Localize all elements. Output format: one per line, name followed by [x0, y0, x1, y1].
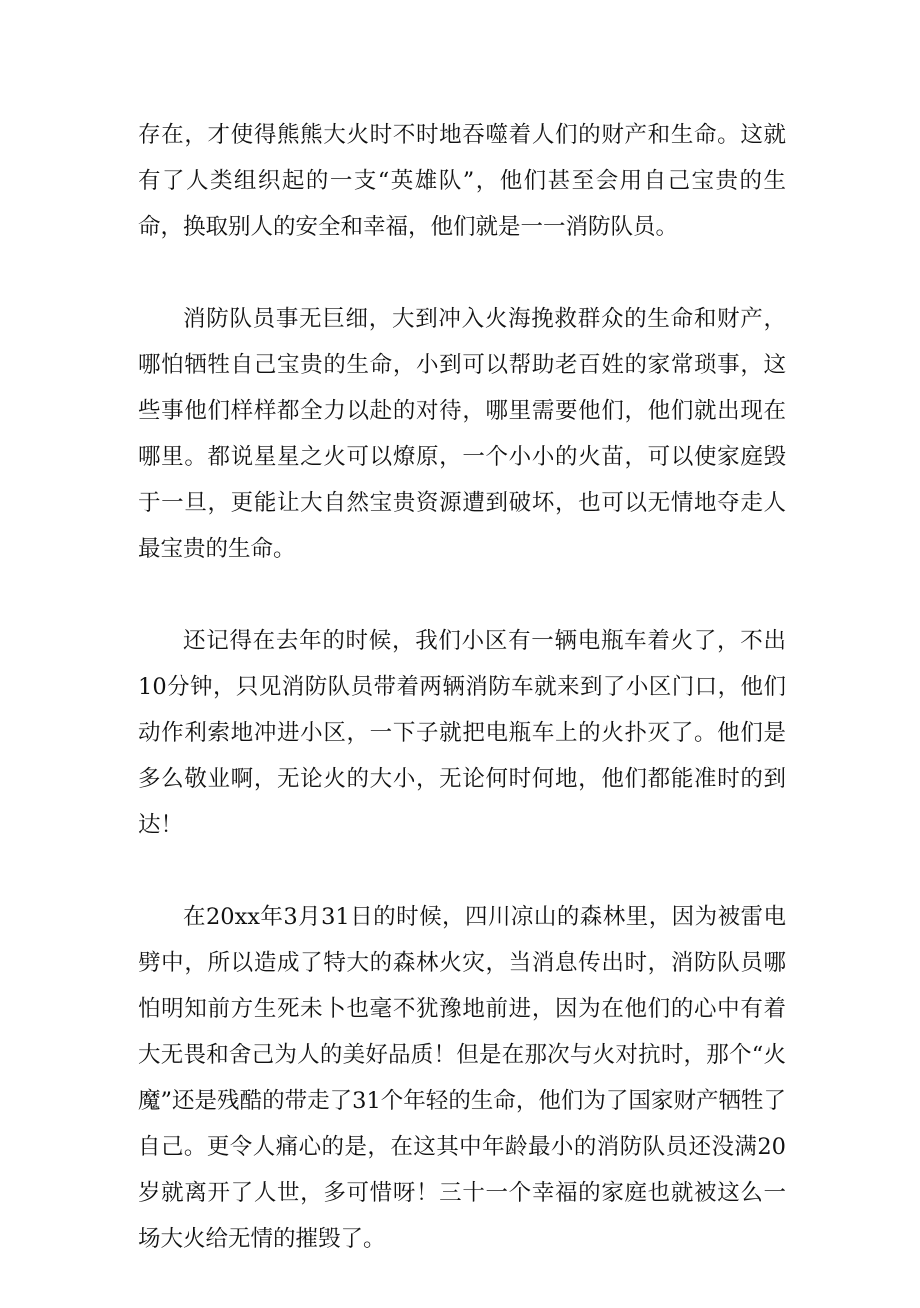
paragraph-continuation: 存在，才使得熊熊大火时不时地吞噬着人们的财产和生命。这就有了人类组织起的一支“英雄队”，他们甚至会用自己宝贵的生命，换取别人的安全和幸福，他们就是一一消防队员。	[138, 122, 786, 240]
paragraph-liangshan-fire: 在20xx年3月31日的时候，四川凉山的森林里，因为被雷电劈中，所以造成了特大的森林火灾，当消息传出时，消防队员哪怕明知前方生死未卜也毫不犹豫地前进，因为在他们的心中有着大无畏和舍己为人的美好品质！但是在那次与火对抗时，那个“火魔”还是残酷的带走了31个年轻的生命，他们为了国家财产牺牲了自己。更令人痛心的是，在这其中年龄最小的消防队员还没满20岁就离开了人世，多可惜呀！三十一个幸福的家庭也就被这么一场大火给无情的摧毁了。	[138, 904, 786, 1252]
document-body	[138, 112, 786, 1308]
paragraph-community-fire: 还记得在去年的时候，我们小区有一辆电瓶车着火了，不出10分钟，只见消防队员带着两辆消防车就来到了小区门口，他们动作利索地冲进小区，一下子就把电瓶车上的火扑灭了。他们是多么敬业啊，无论火的大小，无论何时何地，他们都能准时的到达！	[138, 628, 786, 838]
paragraph-firefighter-duties: 消防队员事无巨细，大到冲入火海挽救群众的生命和财产，哪怕牺牲自己宝贵的生命，小到可以帮助老百姓的家常琐事，这些事他们样样都全力以赴的对待，哪里需要他们，他们就出现在哪里。都说星星之火可以燎原，一个小小的火苗，可以使家庭毁于一旦，更能让大自然宝贵资源遭到破坏，也可以无情地夺走人最宝贵的生命。	[138, 306, 786, 562]
